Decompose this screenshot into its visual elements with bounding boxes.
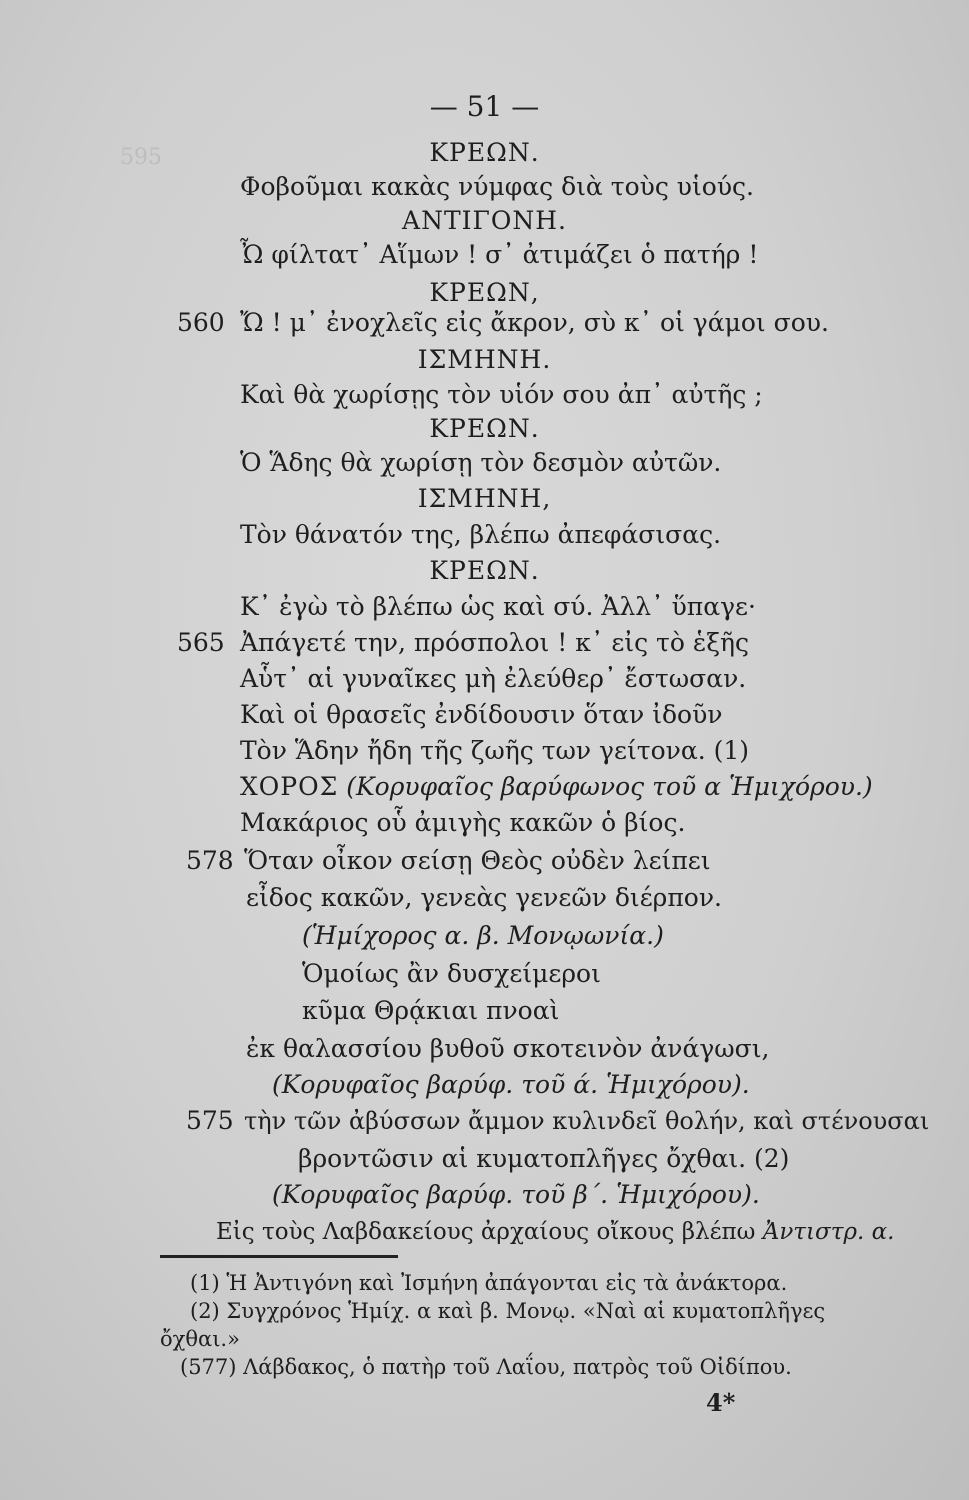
chorus-heading bbox=[240, 772, 873, 802]
stage-direction: (Κορυφαῖος βαρύφ. τοῦ β΄. Ἡμιχόρου). bbox=[272, 1180, 760, 1209]
verse-line: Φοβοῦμαι κακὰς νύμφας διὰ τοὺς υἱούς. bbox=[240, 172, 754, 201]
footnote: (577) Λάβδακος, ὁ πατὴρ τοῦ Λαΐου, πατρὸς τοῦ Οἰδίπου. bbox=[180, 1355, 792, 1379]
bleed-through-mark: 595 bbox=[120, 145, 162, 170]
line-number: 575 bbox=[186, 1106, 234, 1135]
verse-line: κῦμα Θρᾴκιαι πνοαὶ bbox=[302, 996, 560, 1025]
verse-line: Καὶ θὰ χωρίσῃς τὸν υἱόν σου ἀπ᾽ αὐτῆς ; bbox=[240, 380, 763, 409]
verse-line: τὴν τῶν ἀβύσσων ἄμμον κυλινδεῖ θολήν, καὶ στένουσαι bbox=[244, 1107, 930, 1135]
verse-text: Εἰς τοὺς Λαβδακείους ἀρχαίους οἴκους βλέπω bbox=[216, 1219, 756, 1245]
verse-line: Ὁ Ἅδης θὰ χωρίσῃ τὸν δεσμὸν αὐτῶν. bbox=[240, 448, 722, 477]
antistrophe-marker: Ἀντιστρ. α. bbox=[762, 1219, 895, 1245]
speaker-chorus: ΧΟΡΟΣ bbox=[240, 772, 339, 801]
line-number: 560 bbox=[177, 308, 225, 337]
verse-line: Αὗτ᾽ αἱ γυναῖκες μὴ ἐλεύθερ᾽ ἔστωσαν. bbox=[240, 664, 747, 693]
line-number: 578 bbox=[186, 846, 234, 875]
verse-line: Ἀπάγετέ την, πρόσπολοι ! κ᾽ εἰς τὸ ἑξῆς bbox=[240, 628, 750, 657]
verse-line: εἶδος κακῶν, γενεὰς γενεῶν διέρπον. bbox=[246, 883, 722, 912]
footnote: (1) Ἡ Ἀντιγόνη καὶ Ἰσμήνη ἀπάγονται εἰς τὰ ἀνάκτορα. bbox=[190, 1271, 788, 1295]
verse-line bbox=[216, 1217, 894, 1247]
stage-direction: (Κορυφαῖος βαρύφ. τοῦ ά. Ἡμιχόρου). bbox=[272, 1070, 750, 1099]
footnote-continuation: ὄχθαι.» bbox=[160, 1327, 240, 1351]
verse-line: Ὤ ! μ᾽ ἐνοχλεῖς εἰς ἄκρον, σὺ κ᾽ οἱ γάμοι σου. bbox=[240, 308, 829, 337]
verse-line: Μακάριος οὗ ἀμιγὴς κακῶν ὁ βίος. bbox=[240, 808, 686, 837]
verse-line: Ὁμοίως ἂν δυσχείμεροι bbox=[302, 959, 601, 988]
verse-line: βροντῶσιν αἱ κυματοπλῆγες ὄχθαι. (2) bbox=[298, 1144, 790, 1173]
speaker-ismene: ΙΣΜΗΝΗ, bbox=[417, 484, 552, 513]
stage-direction: (Ἡμίχορος α. β. Μονῳωνία.) bbox=[302, 921, 664, 950]
speaker-ismene: ΙΣΜΗΝΗ. bbox=[417, 345, 552, 374]
verse-line: Κ᾽ ἐγὼ τὸ βλέπω ὡς καὶ σύ. Ἀλλ᾽ ὕπαγε· bbox=[240, 592, 756, 621]
signature-mark: 4* bbox=[706, 1388, 736, 1417]
footnote-rule bbox=[160, 1255, 398, 1258]
footnote: (2) Συγχρόνος Ἡμίχ. α καὶ β. Μονῳ. «Ναὶ αἱ κυματοπλῆγες bbox=[190, 1299, 826, 1323]
line-number: 565 bbox=[177, 628, 225, 657]
verse-line: ἐκ θαλασσίου βυθοῦ σκοτεινὸν ἀνάγωσι, bbox=[246, 1034, 770, 1063]
verse-line: Ὦ φίλτατ᾽ Αἵμων ! σ᾽ ἀτιμάζει ὁ πατήρ ! bbox=[240, 240, 759, 269]
verse-line: Καὶ οἱ θρασεῖς ἐνδίδουσιν ὅταν ἰδοῦν bbox=[240, 700, 723, 729]
verse-line: Ὅταν οἶκον σείσῃ Θεὸς οὐδὲν λείπει bbox=[244, 846, 711, 875]
verse-line: Τὸν θάνατόν της, βλέπω ἀπεφάσισας. bbox=[240, 520, 722, 549]
speaker-creon: ΚΡΕΩΝ, bbox=[429, 278, 540, 307]
speaker-creon: ΚΡΕΩΝ. bbox=[429, 414, 540, 443]
stage-direction: (Κορυφαῖος βαρύφωνος τοῦ α Ἡμιχόρου.) bbox=[346, 772, 873, 801]
speaker-creon: ΚΡΕΩΝ. bbox=[429, 138, 540, 167]
speaker-creon: ΚΡΕΩΝ. bbox=[429, 556, 540, 585]
page-number: — 51 — bbox=[429, 90, 540, 123]
verse-line: Τὸν Ἅδην ἤδη τῆς ζωῆς των γείτονα. (1) bbox=[240, 736, 750, 765]
speaker-antigone: ΑΝΤΙΓΟΝΗ. bbox=[402, 206, 567, 235]
